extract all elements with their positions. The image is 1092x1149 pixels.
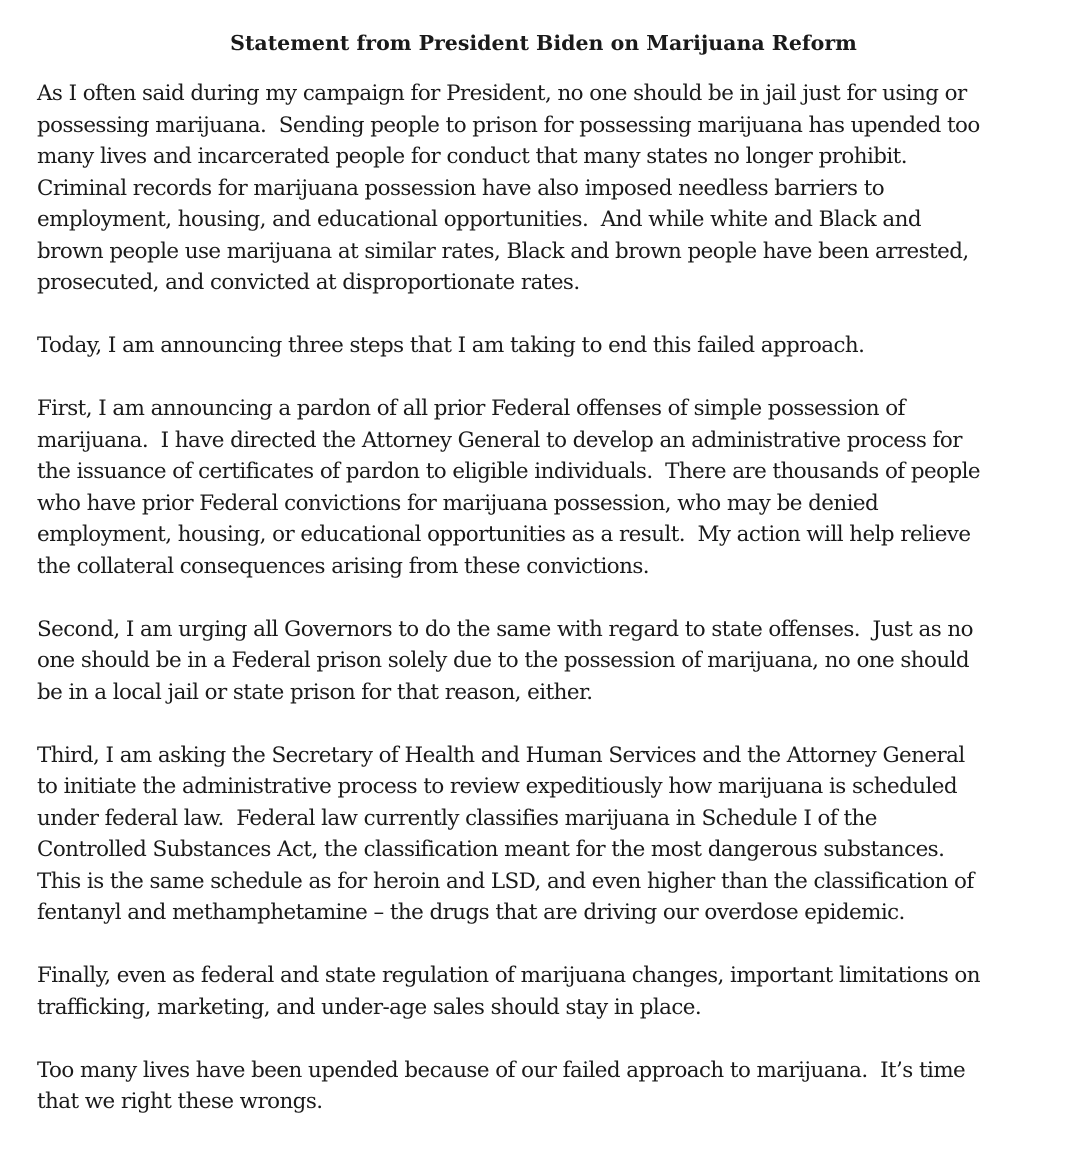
text-line: employment, housing, or educational opportunities as a result. My action will help relieve [37,522,971,547]
text-line: Controlled Substances Act, the classification meant for the most dangerous substances. [37,837,945,862]
text-line: marijuana. I have directed the Attorney General to develop an administrative process for [37,427,962,453]
text-line: Third, I am asking the Secretary of Health and Human Services and the Attorney General [37,742,965,768]
text-line: the collateral consequences arising from these convictions. [37,553,650,579]
text-line: brown people use marijuana at similar rates, Black and brown people have been arrested, [37,238,969,264]
paragraph [37,78,1077,299]
text-line: possessing marijuana. Sending people to prison for possessing marijuana has upended too [37,112,980,138]
text-line: that we right these wrongs. [37,1089,323,1114]
paragraph [37,740,1077,929]
paragraph [37,614,1077,709]
text-line: to initiate the administrative process to review expeditiously how marijuana is scheduled [37,774,958,799]
text-line: Criminal records for marijuana possession have also imposed needless barriers to [37,175,885,201]
text-line: the issuance of certificates of pardon to eligible individuals. There are thousands of people [37,459,981,484]
text-line: who have prior Federal convictions for marijuana possession, who may be denied [37,490,879,516]
text-line: under federal law. Federal law currently classifies marijuana in Schedule I of the [37,805,877,831]
paragraph [37,330,1077,362]
document-body [37,78,1077,1149]
text-line: be in a local jail or state prison for that reason, either. [37,679,593,705]
text-line: Too many lives have been upended because of our failed approach to marijuana. It’s time [37,1057,966,1083]
text-line: trafficking, marketing, and under-age sales should stay in place. [37,994,702,1020]
text-line: one should be in a Federal prison solely due to the possession of marijuana, no one should [37,648,970,673]
text-line: Second, I am urging all Governors to do the same with regard to state offenses. Just as no [37,616,973,642]
paragraph [37,393,1077,582]
document-title: Statement from President Biden on Marijuana Reform [230,31,857,55]
paragraph [37,960,1077,1023]
paragraph [37,1055,1077,1118]
text-line: many lives and incarcerated people for conduct that many states no longer prohibit. [37,144,907,169]
text-line: This is the same schedule as for heroin and LSD, and even higher than the classification of [37,868,974,894]
text-line: fentanyl and methamphetamine – the drugs that are driving our overdose epidemic. [37,900,905,925]
text-line: Finally, even as federal and state regulation of marijuana changes, important limitations on [37,963,980,988]
text-line: As I often said during my campaign for President, no one should be in jail just for using or [37,81,967,106]
text-line: Today, I am announcing three steps that I am taking to end this failed approach. [37,333,865,358]
text-line: First, I am announcing a pardon of all prior Federal offenses of simple possession of [37,396,905,421]
text-line: prosecuted, and convicted at disproportionate rates. [37,270,580,295]
text-line: employment, housing, and educational opportunities. And while white and Black and [37,207,921,232]
